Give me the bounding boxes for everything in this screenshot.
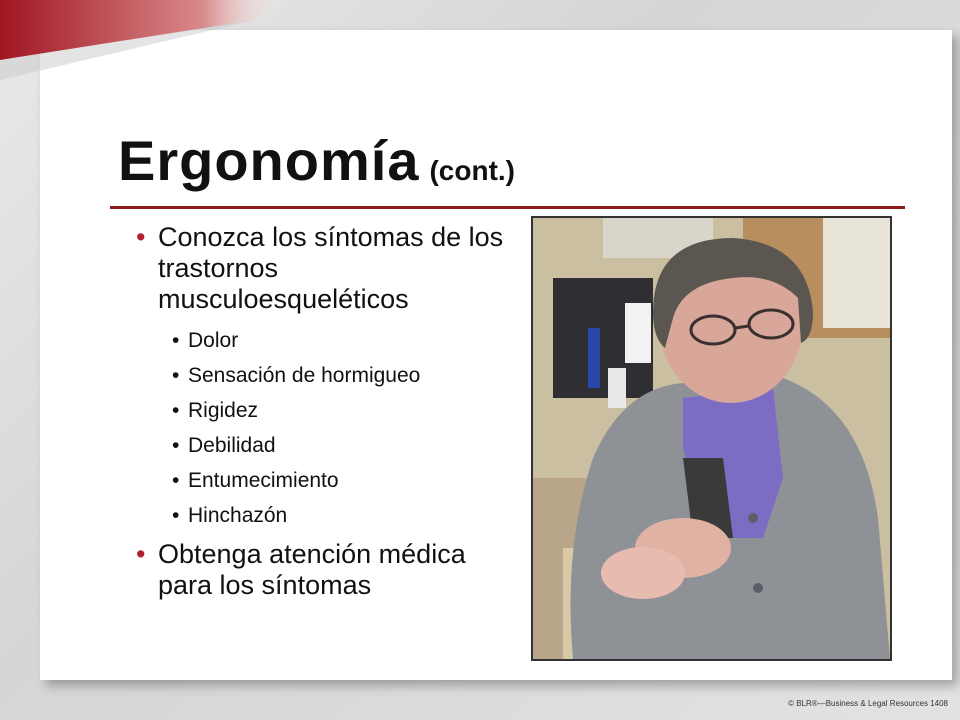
sub-bullet-icon: • bbox=[172, 329, 180, 352]
corner-ribbon bbox=[0, 0, 290, 80]
sub-bullet-text: Debilidad bbox=[188, 434, 276, 457]
title-divider bbox=[110, 206, 905, 209]
sub-bullet-item bbox=[136, 399, 506, 423]
woman-examining-hands-photo bbox=[531, 216, 892, 661]
sub-bullet-text: Rigidez bbox=[188, 399, 259, 422]
title-suffix: (cont.) bbox=[429, 155, 515, 186]
sub-bullet-item bbox=[136, 329, 506, 353]
bullet-icon: • bbox=[136, 539, 146, 569]
slide-title bbox=[118, 128, 515, 193]
bullet-icon: • bbox=[136, 222, 146, 252]
sub-bullet-list bbox=[136, 329, 506, 528]
sub-bullet-icon: • bbox=[172, 364, 180, 387]
sub-bullet-text: Entumecimiento bbox=[188, 469, 339, 492]
bullet-item bbox=[136, 222, 506, 315]
sub-bullet-text: Hinchazón bbox=[188, 504, 288, 527]
sub-bullet-icon: • bbox=[172, 504, 180, 527]
sub-bullet-text: Sensación de hormigueo bbox=[188, 364, 421, 387]
bullet-list bbox=[136, 222, 506, 615]
sub-bullet-icon: • bbox=[172, 434, 180, 457]
sub-bullet-item bbox=[136, 364, 506, 388]
sub-bullet-icon: • bbox=[172, 399, 180, 422]
bullet-text: Obtenga atención médica para los síntomas bbox=[158, 539, 466, 600]
bullet-item bbox=[136, 539, 506, 601]
sub-bullet-item bbox=[136, 504, 506, 528]
footer-copyright: © BLR®—Business & Legal Resources 1408 bbox=[788, 699, 948, 708]
bullet-text: Conozca los síntomas de los trastornos musculoesqueléticos bbox=[158, 222, 504, 314]
sub-bullet-item bbox=[136, 469, 506, 493]
sub-bullet-text: Dolor bbox=[188, 329, 239, 352]
sub-bullet-icon: • bbox=[172, 469, 180, 492]
title-main: Ergonomía bbox=[118, 129, 420, 192]
sub-bullet-item bbox=[136, 434, 506, 458]
